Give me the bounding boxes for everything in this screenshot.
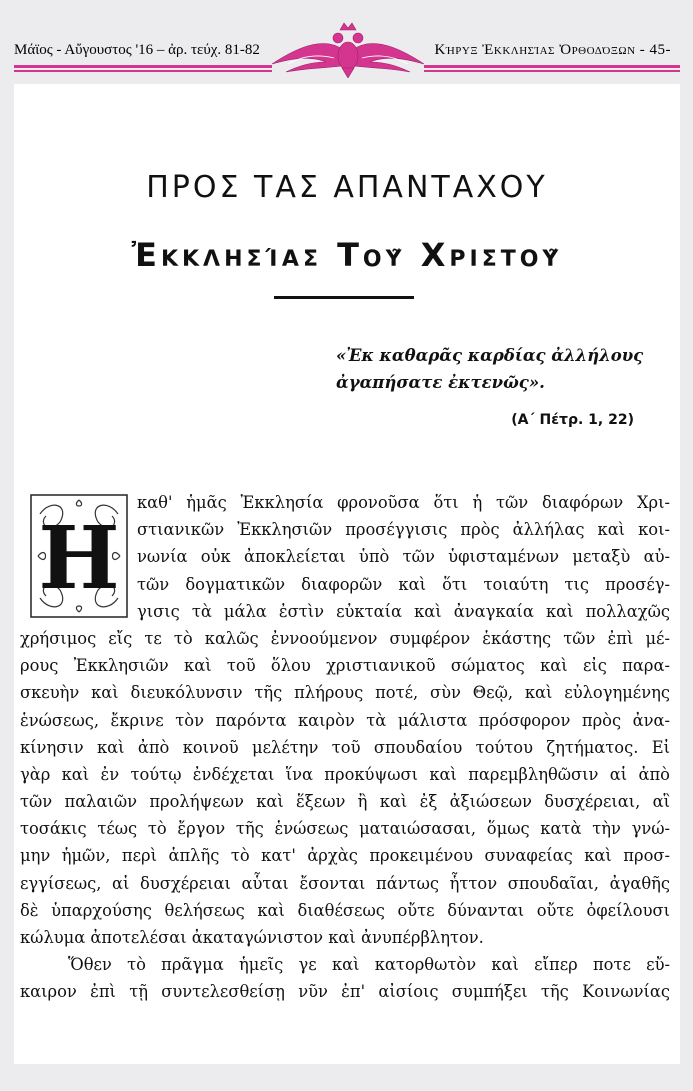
body-line: τῶν δογματικῶν διαφορῶν καὶ ὅτι τοιαύτη τις προσέγ- [137,574,670,594]
body-line: χρήσιμος εἴς τε τὸ καλῶς ἐννοούμενον συμφέρον ἑκάστης τῶν ἐπὶ μέ- [20,628,670,648]
dropcap-letter: Η [38,508,120,609]
header-rule-right [424,65,680,68]
header-rule-left-thin [14,70,272,72]
body-line: ἑνώσεως, ἔκρινε τὸν παρόντα καιρὸν τὰ μάλιστα πρόσφορον πρὸς ἀνα- [20,710,670,730]
body-line: καθ' ἡμᾶς Ἐκκλησία φρονοῦσα ὅτι ἡ τῶν διαφόρων Χρι- [137,493,670,512]
body-text [20,489,670,1006]
body-line: τοσάκις τέως τὸ ἔργον τῆς ἑνώσεως ματαιώσασαι, ὅμως κατὰ τὴν γνώ- [20,819,670,839]
title-line-1: ΠΡΟΣ ΤΑΣ ΑΠΑΝΤΑΧΟΥ [146,170,548,205]
body-line: μην ἡμῶν, περὶ ἁπλῆς τὸ κατ' ἀρχὰς προκειμένου συναφείας καὶ προσ- [20,846,670,866]
body-line: ρους Ἐκκλησιῶν καὶ τοῦ ὅλου χριστιανικοῦ σώματος καὶ εἰς παρα- [20,656,670,676]
body-line: κώλυμα ἀποτελέσαι ἀκαταγώνιστον καὶ ἀνυπέρβλητον. [20,928,484,947]
body-line: καιρον ἐπὶ τῇ συντελεσθείσῃ νῦν ἐπ' αἰσίοις συμπήξει τῆς Κοινωνίας [20,982,670,1002]
epigraph-citation: (Α΄ Πέτρ. 1, 22) [511,412,634,428]
title-line-2: Ἐκκλησίας Τοῦ Χριστοῦ [131,236,563,274]
body-line: τῶν παλαιῶν προλήψεων καὶ ἕξεων ἢ καὶ ἐξ ἀξιώσεων δυσχέρειαι, αἳ [20,792,670,812]
body-line: σκευὴν καὶ διευκόλυνσιν τῆς πλήρους ποτέ, σὺν Θεῷ, καὶ εὐλογημένης [20,683,670,703]
epigraph-line-1: «Ἐκ καθαρᾶς καρδίας ἀλλήλους [336,346,644,365]
epigraph [336,342,666,396]
header-rule-right-thin [424,70,680,72]
body-line: νωνία οὐκ ἀποκλείεται ὑπὸ τῶν ὑφισταμένων μεταξὺ αὐ- [137,547,670,567]
epigraph-line-2: ἀγαπήσατε ἐκτενῶς». [336,373,545,392]
page-sheet [14,84,680,1064]
body-line: κίνησιν καὶ ἀπὸ κοινοῦ μελέτην τοῦ σπουδαίου τούτου ζητήματος. Εἰ [20,737,670,757]
body-line: γισις τὰ μάλα ἐστὶν εὐκταία καὶ ἀναγκαία καὶ πολλαχῶς [137,601,670,621]
body-line: γὰρ καὶ ἐν τούτῳ ἐνδέχεται ἵνα προκύψωσι καὶ παρεμβληθῶσιν αἱ ἀπὸ [20,764,670,784]
body-line: δὲ ὑπαρχούσης θελήσεως καὶ διαθέσεως οὔτε δύνανται οὔτε ὀφείλουσι [20,900,670,920]
body-line: Ὅθεν τὸ πρᾶγμα ἡμεῖς γε καὶ κατορθωτὸν καὶ εἴπερ ποτε εὔ- [68,955,670,975]
body-line: εγγίσεως, αἱ δυσχέρειαι αὗται ἔσονται πάντως ἧττον σπουδαῖαι, ἀγαθῆς [20,873,670,893]
running-header [0,0,693,80]
header-rule-left [14,65,272,68]
body-line: στιανικῶν Ἐκκλησιῶν προσέγγισις πρὸς ἀλλήλας καὶ κοι- [137,520,670,540]
title-divider [274,296,414,299]
double-headed-eagle-icon [268,22,428,78]
journal-title-page-number: Κήρυξ Ἐκκλησίας Ὀρθοδόξων - 45- [434,42,671,58]
issue-info: Μάϊος - Αὔγουστος '16 – ἀρ. τεύχ. 81-82 [14,42,260,58]
